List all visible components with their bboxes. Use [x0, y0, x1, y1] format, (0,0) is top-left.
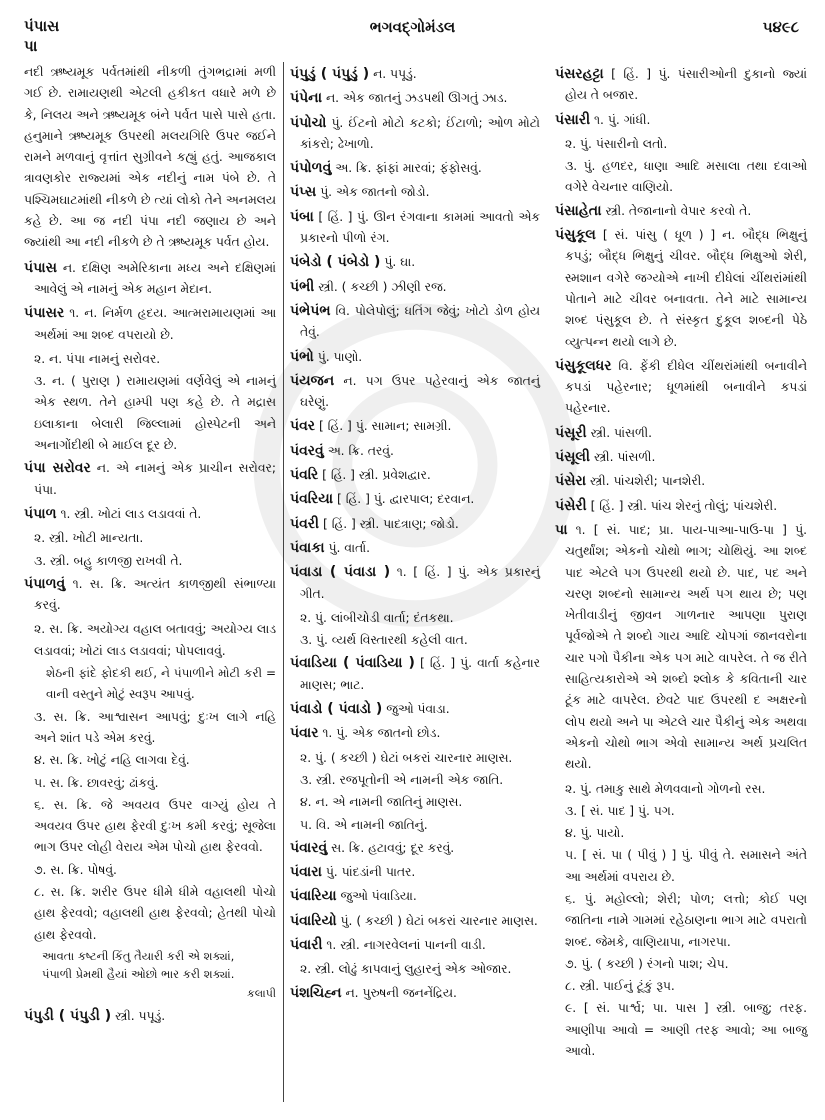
dictionary-entry: [290, 371, 540, 414]
sense-definition: ૭. સ. ક્રિ. પોષવું.: [34, 862, 117, 877]
headword: પંપા સરોવર: [24, 460, 91, 477]
sense-definition: ૯. [ સં. પાર્શ્વ; પા. પાસ ] સ્ત્રી. બાજુ; તરફ. આણીપા આવો = આણી તરફ આવો; આ બાજુ આવો.: [565, 1001, 807, 1059]
headword: પંવાકા: [290, 539, 325, 556]
page-header: [0, 10, 825, 60]
headword: પંયજન: [290, 372, 335, 389]
definition: ન. એ નામનું એક પ્રાચીન સરોવર; પંપા.: [34, 461, 277, 497]
dictionary-entry: [290, 252, 540, 273]
usage-example: શેઠની ફાંદે ફોદકી થઈ, ને પંપાળીને મોટી કરી = વાની વસ્તુને મોટું સ્વરૂપ આપવું.: [46, 666, 276, 702]
dictionary-entry: [290, 88, 540, 109]
definition: સ્ત્રી. પાંસળી.: [590, 425, 653, 440]
headword: પંસુકૂલ: [555, 227, 596, 244]
headword: પંવાર: [290, 725, 319, 742]
sense-definition: ૬. સ. ક્રિ. જે અવયવ ઉપર વાગ્યું હોય તે અવયવ ઉપર હાથ ફેરવી દુઃખ કમી કરવું; સૂજેલા ભાગ ઉપર લોહી વેરાય એમ પોચો હાથ ફેરવવો.: [34, 797, 276, 855]
headword: પંવારિયા: [290, 888, 337, 905]
definition: ૧. ન. નિર્મળ હૃદય. આત્મરામાયણમાં આ અર્થમાં આ શબ્દ વપરાયો છે.: [34, 306, 276, 342]
dictionary-entry: [290, 182, 540, 203]
headword: પંવાડિયા ( પંવાડિયા ): [290, 655, 415, 672]
sense-definition: ૨. પું. ( કચ્છી ) ઘેટાં બકરાં ચારનાર માણસ.: [300, 750, 513, 765]
headword: પંસાહેતા: [555, 202, 602, 219]
headword: પંવરિયા: [290, 491, 334, 508]
headword: પંવારિયો: [290, 912, 337, 929]
definition: પું. પાણો.: [317, 349, 363, 364]
headword: પંભી: [290, 278, 315, 295]
dictionary-entry: [290, 653, 540, 696]
dictionary-entry: [290, 538, 540, 559]
definition: અ. ક્રિ. ફાંફાં મારવાં; ફંફોસવું.: [335, 161, 482, 176]
headword: પંશચિહ્ન: [290, 984, 342, 1001]
definition: જુઓ પંવાડા.: [386, 702, 450, 717]
definition: જુઓ પંવાડિયા.: [340, 889, 417, 904]
definition: પું. ઘા.: [384, 255, 416, 270]
dictionary-entry: [555, 64, 807, 107]
column-1: [24, 62, 276, 1030]
dictionary-entry: [555, 356, 807, 420]
headword: પંવરવું: [290, 442, 324, 459]
definition: [ હિં. ] સ્ત્રી. પ્રવેશદ્વાર.: [322, 468, 431, 483]
dictionary-entry: [290, 911, 540, 932]
column-divider: [283, 62, 284, 1102]
headword: પંપ્સ: [290, 184, 317, 201]
dictionary-entry: [24, 303, 276, 346]
definition: ન. દક્ષિણ અમેરિકાના મધ્ય અને દક્ષિણમાં આવેલું એ નામનું એક મહાન મેદાન.: [34, 260, 276, 296]
sense-definition: ૭. પું. ( કચ્છી ) રંગનો પાશ; ચેપ.: [565, 956, 729, 971]
definition: [ હિં. ] સ્ત્રી. પાંચ શેરનું તોલું; પાંચશેરી.: [590, 498, 778, 513]
dictionary-entry: [290, 886, 540, 907]
dictionary-entry: [290, 207, 540, 250]
definition: ૧. પું. એક જાતનો છોડ.: [322, 726, 441, 741]
dictionary-entry: [24, 258, 276, 301]
definition: [ હિં. ] પું. દ્વારપાલ; દરવાન.: [337, 492, 475, 507]
definition: પું. એક જાતનો જોડો.: [320, 185, 430, 200]
definition: ન. પગ ઉપર પહેરવાનું એક જાતનું ઘરેણું.: [300, 373, 540, 410]
definition: ન. એક જાતનું ઝડપથી ઊગતું ઝાડ.: [325, 91, 508, 106]
definition: પું. ઈંટનો મોટો કટકો; ઈંટાળો; ઓળ મોટો કાંકરો; ઢેખાળો.: [300, 115, 540, 151]
headword: પંવાડો ( પંવાડો ): [290, 701, 383, 718]
definition: સ. ક્રિ. હટાવવું; દૂર કરવું.: [331, 840, 455, 855]
headword: પંવરિ: [290, 467, 319, 484]
dictionary-entry: [290, 64, 540, 85]
dictionary-entry: [290, 862, 540, 883]
dictionary-entry: [555, 471, 807, 492]
verse-line: આવતા કષ્ટની કિંતુ તૈયારી કરી એ શક્યાં,: [42, 948, 235, 963]
headword: પંપુડું ( પંપુડું ): [290, 66, 370, 82]
sense-definition: ૫. સ. ક્રિ. છાવરવું; ઢાંકવું.: [34, 775, 159, 790]
headword: પંભો: [290, 348, 314, 365]
headword: પંસારી: [555, 111, 591, 128]
definition: ન. પુરુષની જનનેંદ્રિય.: [345, 985, 457, 1000]
definition: [ હિં. ] પું. વાર્તા કહેનાર માણસ; ભાટ.: [300, 656, 540, 692]
headword: પંસેરી: [555, 497, 587, 514]
headword: પંવાડા ( પંવાડા ): [290, 564, 391, 581]
dictionary-entry: [290, 113, 540, 156]
book-title: ભગવદ્ગોમંડલ: [369, 18, 456, 36]
dictionary-entry: [290, 347, 540, 368]
sense-definition: ૩. સ. ક્રિ. આશ્વાસન આપવું; દુઃખ લાગે નહિ અને શાંત પડે એમ કરવું.: [34, 709, 276, 745]
dictionary-entry: [290, 699, 540, 720]
definition: પું. વાર્તા.: [328, 540, 371, 555]
headword: પંપાસર: [24, 305, 65, 322]
dictionary-entry: [555, 225, 807, 353]
definition: વિ. ફેંકી દીધેલ ચીંથરાંમાંથી બનાવીને કપડાં પહેરનાર; ધૂળમાંથી બનાવીને કપડાં પહેરનાર.: [565, 358, 807, 416]
headword: પંસેરા: [555, 473, 587, 490]
definition: ૧. સ્ત્રી. નાગરવેલનાં પાનની વાડી.: [326, 937, 486, 952]
sense-definition: ૩. ન. ( પુરાણ ) રામાયણમાં વર્ણવેલું એ નામનું એક સ્થળ. તેને હામ્પી પણ કહે છે. તે મદ્રાસ ઇલાકાના બેલારી જિલ્લામાં હોસ્પેટની અને અનાગોંદીથી બે માઈલ દૂર છે.: [34, 374, 276, 453]
definition: સ્ત્રી. પાંસળી.: [593, 450, 656, 465]
sense-definition: ૨. ન. પંપા નામનું સરોવર.: [34, 351, 161, 366]
definition: સ્ત્રી. પપૂડું.: [115, 1009, 166, 1024]
dictionary-entry: [290, 301, 540, 344]
headword: પંપાળ: [24, 505, 57, 522]
sense-definition: ૬. પું. મહોલ્લો; શેરી; પોળ; લત્તો; કોઈ પણ જાતિના નામે ગામમાં રહેઠાણના ભાગ માટે વપરાતો શબ્દ. જેમકે, વાણિયાપા, નાગરપા.: [565, 891, 807, 949]
sense-definition: ૩. પું. હળદર, ધાણા આદિ મસાલા તથા દવાઓ વગેરે વેચનાર વાણિયો.: [565, 159, 807, 195]
page-number: ૫૪૯૮: [762, 18, 799, 36]
dictionary-entry: [290, 441, 540, 462]
definition: [ હિં. ] સ્ત્રી. પાદત્રાણ; જોડો.: [322, 516, 459, 531]
continued-text: નદી ઋષ્યમૂક પર્વતમાંથી નીકળી તુંગભદ્રામાં મળી ગઈ છે. રામાયણથી એટલી હકીકત વધારે મળે છે કે, નિલય અને ઋષ્યમૂક બંને પર્વત પાસે પાસે હતા. હનુમાને ઋષ્યમૂક ઉપરથી મલયગિરિ ઉપર જઈને રામને મળવાનું વૃત્તાંત સુગ્રીવને કહ્યું હતું. આજકાલ ત્રાવણકોર રાજ્યમાં એક નદીનું નામ પંબે છે. તે પશ્ચિમઘાટમાંથી નીકળે છે ત્યાં લોકો તેને અનમલય કહે છે. આ જ નદી પંપા નદી જણાય છે અને જ્યાંથી આ નદી નીકળે છે તે ઋષ્યમૂક પર્વત હોય.: [24, 65, 276, 250]
definition: ૧. પું. ગાંધી.: [594, 112, 651, 127]
dictionary-entry: [290, 514, 540, 535]
sense-definition: ૫. [ સં. પા ( પીવું ) ] પું. પીવું તે. સમાસને અંતે આ અર્થમાં વપરાય છે.: [565, 848, 807, 884]
sense-definition: ૨. પું. પંસારીનો લતો.: [565, 136, 668, 151]
verse-line: પંપાળી પ્રેમથી હૈયાં ઓછો ભાર કરી શક્યાં.: [42, 966, 235, 981]
sense-definition: ૩. [ સં. પાદ ] પું. પગ.: [565, 803, 675, 818]
definition: સ્ત્રી. તેજાનાનો વેપાર કરવો તે.: [605, 203, 752, 218]
headword: પંપાસ: [24, 259, 57, 276]
sense-definition: ૩. સ્ત્રી. રજપૂતોની એ નામની એક જાતિ.: [300, 772, 504, 787]
dictionary-entry: [555, 423, 807, 444]
definition: [ હિં. ] પું. સામાન; સામગ્રી.: [318, 419, 452, 434]
headword: પંસુકૂલધર: [555, 357, 612, 374]
dictionary-entry: [290, 935, 540, 956]
column-2: [290, 62, 540, 1007]
headword: પંસૂરી: [555, 424, 587, 441]
dictionary-entry: [290, 489, 540, 510]
sense-definition: ૨. પું. લાંબીચોડી વાર્તા; દંતકથા.: [300, 610, 454, 625]
headword: પંપેના: [290, 90, 323, 107]
definition: [ હિં. ] પું. પંસારીઓની દુકાનો જ્યાં હોય તે બજાર.: [565, 67, 807, 103]
definition: ૧. સ્ત્રી. ખોટાં લાડ લડાવવાં તે.: [60, 506, 202, 521]
definition: ૧. સ. ક્રિ. અત્યંત કાળજીથી સંભાળ્યા કરવું.: [34, 576, 276, 613]
definition: પું. પાંદડાંની પાતર.: [325, 865, 416, 880]
column-3: [555, 62, 807, 1063]
headword: પંપોચો: [290, 114, 327, 131]
definition: ૧. [ હિં. ] પું. એક પ્રકારનું ગીત.: [300, 565, 540, 601]
headword: પંપુડી ( પંપુડી ): [24, 1008, 112, 1025]
headword: પંસરહટ્ટા: [555, 66, 604, 82]
headword: પંવારા: [290, 864, 322, 881]
sense-definition: ૪. પું. પાયો.: [565, 826, 625, 841]
definition: સ્ત્રી. ( કચ્છી ) ઝીણી રજ.: [318, 279, 447, 294]
dictionary-entry: [555, 110, 807, 131]
sense-definition: ૩. સ્ત્રી. બહુ કાળજી રાખવી તે.: [34, 553, 183, 568]
headword: પંબેડો ( પંબેડો ): [290, 254, 381, 271]
dictionary-entry: [290, 838, 540, 859]
headword: પંપાળવું: [24, 575, 66, 592]
dictionary-entry: [290, 158, 540, 179]
dictionary-entry: [290, 277, 540, 298]
sense-definition: ૨. પું. તમાકુ સાથે મેળવવાનો ગોળનો રસ.: [565, 781, 766, 796]
definition: અ. ક્રિ. તરવું.: [327, 443, 394, 458]
definition: સ્ત્રી. પાંચશેરી; પાનશેરી.: [590, 474, 706, 489]
sense-definition: ૪. સ. ક્રિ. ખોટું નહિ લાગવા દેવું.: [34, 753, 190, 768]
dictionary-entry: [555, 447, 807, 468]
dictionary-entry: [555, 520, 807, 776]
definition: વિ. પોલેપોલું; ધતિંગ જેવું; ખોટો ડોળ હોય તેવું.: [300, 303, 540, 340]
guide-word-last: પા: [24, 37, 38, 55]
dictionary-entry: [24, 574, 276, 617]
headword: પંસૂલી: [555, 449, 591, 466]
dictionary-entry: [290, 416, 540, 437]
sense-definition: ૮. સ. ક્રિ. શરીર ઉપર ધીમે ધીમે વહાલથી પોચો હાથ ફેરવવો; વહાલથી હાથ ફેરવવો; હેતથી પોચો હાથ ફેરવવો.: [34, 884, 276, 942]
verse-attribution: કલાપી: [246, 986, 276, 1000]
headword: પંવરી: [290, 515, 320, 532]
dictionary-entry: [290, 723, 540, 744]
sense-definition: ૩. પું. વ્યર્થ વિસ્તારથી કહેલી વાત.: [300, 633, 468, 648]
sense-definition: ૫. વિ. એ નામની જાતિનું.: [300, 817, 428, 832]
definition: [ સં. પાંસુ ( ધૂળ ) ] ન. બૌદ્ધ ભિક્ષુનું કપડું; બૌદ્ધ ભિક્ષુનું ચીવર. બૌદ્ધ ભિક્ષુઓ શેરી, સ્મશાન વગેરે જગ્યોએ નાખી દીધેલાં ચીંથરાંમાંથી પોતાને માટે ચીવર બનાવતા. તેને માટે સામાન્ય શબ્દ પંસુકૂલ છે. તે સંસ્કૃત દુકૂલ શબ્દની પેઠે વ્યુત્પન્ન થયો લાગે છે.: [565, 228, 807, 349]
headword: પંવારી: [290, 936, 323, 953]
dictionary-entry: [290, 465, 540, 486]
dictionary-entry: [290, 562, 540, 605]
dictionary-entry: [24, 504, 276, 525]
sense-definition: ૨. સ. ક્રિ. અયોગ્ય વહાલ બતાવવું; અયોગ્ય લાડ લડાવવાં; ખોટાં લાડ લડાવવાં; પોપલાવવું.: [34, 622, 276, 658]
headword: પંભેપંભ: [290, 302, 331, 319]
sense-definition: ૮. સ્ત્રી. પાઈનું ટૂંકું રૂપ.: [565, 979, 675, 994]
sense-definition: ૨. સ્ત્રી. ખોટી માન્યતા.: [34, 531, 144, 546]
guide-word-first: પંપાસ: [24, 17, 60, 35]
definition: પું. ( કચ્છી ) ઘેટાં બકરાં ચારનાર માણસ.: [340, 913, 538, 928]
dictionary-entry: [24, 1006, 276, 1027]
headword: પંવર: [290, 418, 316, 435]
sense-definition: ૨. સ્ત્રી. લોઢું કાપવાનું લુહારનું એક ઓજાર.: [300, 962, 512, 977]
dictionary-entry: [555, 201, 807, 222]
headword: પંપોળવું: [290, 160, 332, 177]
definition: ૧. [ સં. પાદ; પ્રા. પાય-પાઆ-પાઉ-પા ] પું. ચતુર્થાંશ; એકનો ચોથો ભાગ; ચોથિયું. આ શબ્દ પાદ એટલે પગ ઉપરથી થયો છે. પાદ, પદ અને ચરણ શબ્દનો સામાન્ય અર્થ પગ થાય છે; પણ ખેતીવાડીનું જીવન ગાળનાર આપણા પુરાણ પૂર્વજોએ તે શબ્દો ગાય આદિ ચોપગાં જાનવરોના ચાર પગો પૈકીના એક પગ માટે વાપરેલ. તે જ રીતે સાહિત્યકારોએ એ શબ્દો શ્લોક કે કવિતાની ચાર ટૂંક માટે વાપરેલ. છેવટે પાદ ઉપરથી દ અક્ષરનો લોપ થયો અને પા એટલે ચાર પૈકીનું એક અથવા એકનો ચોથો ભાગ એવો સામાન્ય અર્થ પ્રચલિત થયો.: [565, 522, 807, 772]
definition: ન. પપૂડું.: [373, 67, 417, 81]
headword: પંબા: [290, 208, 314, 225]
headword: પા: [555, 521, 568, 538]
dictionary-entry: [24, 458, 276, 501]
definition: [ હિં. ] પું. ઊન રંગવાના કામમાં આવતો એક પ્રકારનો પીળો રંગ.: [300, 209, 540, 246]
dictionary-entry: [290, 983, 540, 1004]
sense-definition: ૪. ન. એ નામની જાતિનું માણસ.: [300, 795, 463, 810]
headword: પંવારવું: [290, 839, 328, 856]
dictionary-entry: [555, 496, 807, 517]
